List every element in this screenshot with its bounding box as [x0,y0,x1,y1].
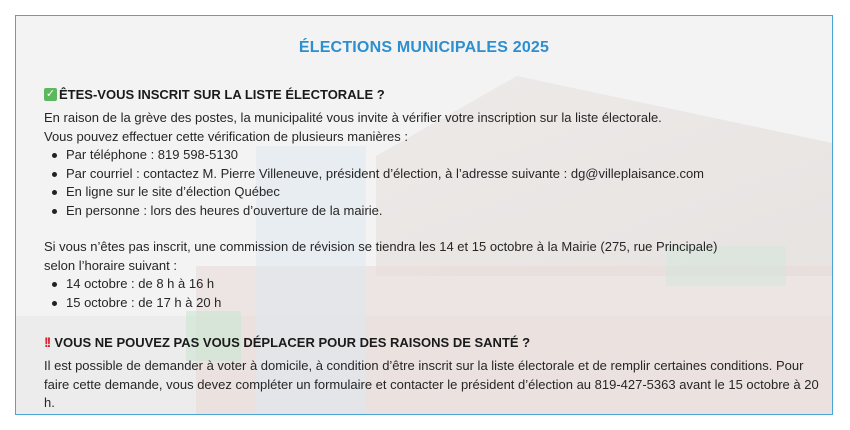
section1-body [44,109,819,312]
list-item: Par courriel : contactez M. Pierre Villeneuve, président d’élection, à l’adresse suivante : dg@villeplaisance.com [66,165,819,184]
announcement-card [15,15,833,415]
double-exclamation-icon: !! [44,334,50,350]
list-item: Par téléphone : 819 598-5130 [66,146,819,165]
section1-heading [44,87,385,102]
list-item: En ligne sur le site d’élection Québec [66,183,819,202]
intro-line-1: En raison de la grève des postes, la municipalité vous invite à vérifier votre inscription sur la liste électorale. [44,110,662,125]
page-title: ÉLECTIONS MUNICIPALES 2025 [298,39,550,56]
section2-text: Il est possible de demander à voter à domicile, à condition d’être inscrit sur la liste électorale et de remplir certaines conditions. Pour faire cette demande, vous devez compléter un formulaire et contacter le président d’élection au 819-427-5363 avant le 15 octobre à 20 h. [44,358,819,410]
revision-line-1: Si vous n’êtes pas inscrit, une commission de révision se tiendra les 14 et 15 octobre à la Mairie (275, rue Principale) [44,239,718,254]
list-item: 14 octobre : de 8 h à 16 h [66,275,819,294]
section2-body [44,357,819,413]
schedule-list [44,275,819,312]
list-item: En personne : lors des heures d’ouverture de la mairie. [66,202,819,221]
list-item: 15 octobre : de 17 h à 20 h [66,294,819,313]
methods-list [44,146,819,220]
section2-heading-text: VOUS NE POUVEZ PAS VOUS DÉPLACER POUR DES RAISONS DE SANTÉ ? [54,334,531,350]
section2-heading [44,334,530,350]
revision-line-2: selon l’horaire suivant : [44,257,177,273]
intro-line-2: Vous pouvez effectuer cette vérification de plusieurs manières : [44,128,408,144]
section1-heading-text: ÊTES-VOUS INSCRIT SUR LA LISTE ÉLECTORALE ? [59,87,385,102]
check-mark-icon: ✓ [45,88,56,100]
